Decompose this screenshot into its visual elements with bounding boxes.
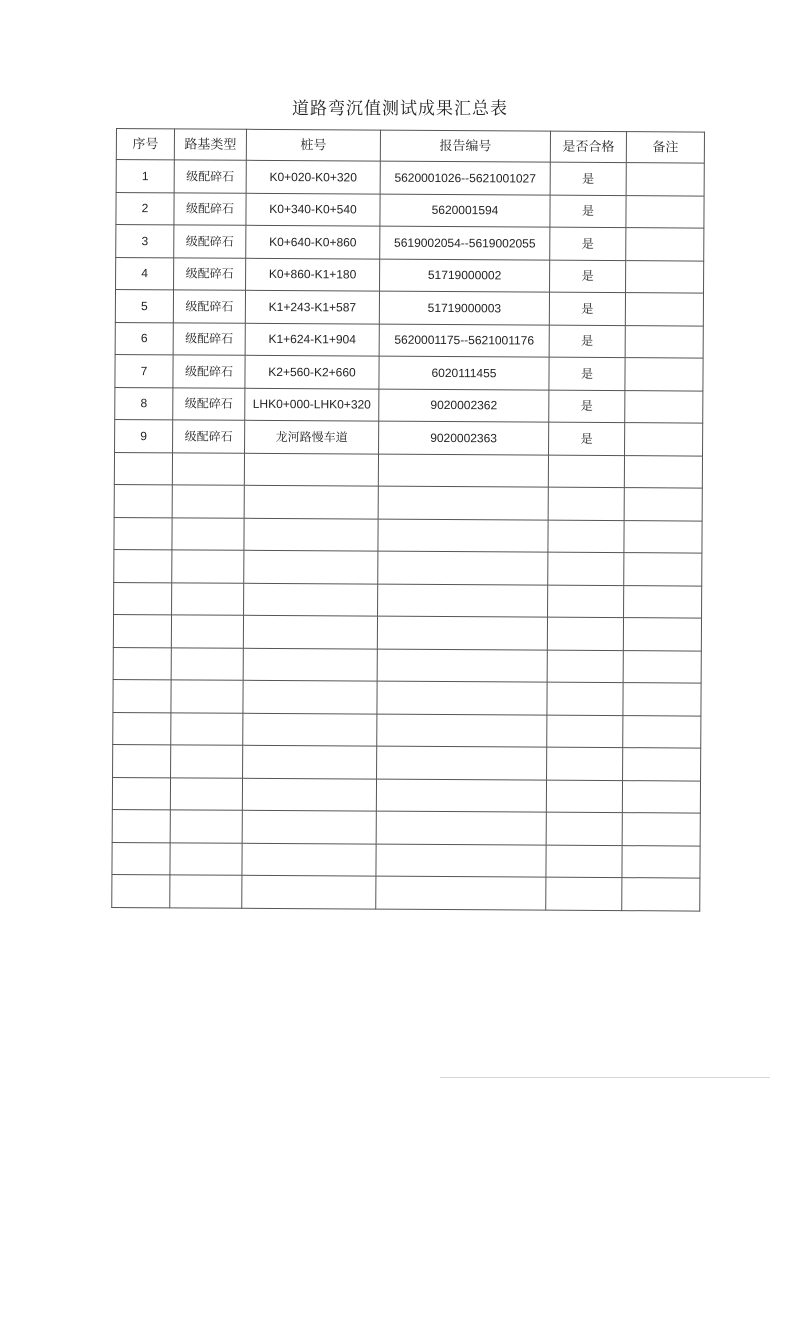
cell-remarks <box>622 878 700 911</box>
empty-table-row <box>113 647 701 683</box>
cell-report-number: 5620001594 <box>380 194 550 228</box>
cell-index: 5 <box>115 290 173 323</box>
cell-qualified <box>548 487 624 520</box>
cell-subgrade-type: 级配碎石 <box>173 420 245 453</box>
cell-index: 1 <box>116 160 174 193</box>
summary-sheet <box>111 128 704 911</box>
empty-table-row <box>112 842 700 878</box>
table-row <box>115 419 703 455</box>
header-qualified: 是否合格 <box>550 131 626 162</box>
cell-subgrade-type <box>172 582 244 615</box>
cell-subgrade-type <box>171 615 243 648</box>
empty-table-row <box>112 777 700 813</box>
cell-station <box>244 583 378 616</box>
cell-index <box>113 744 171 777</box>
cell-remarks <box>622 780 700 813</box>
empty-table-row <box>114 484 702 520</box>
cell-index: 3 <box>116 225 174 258</box>
cell-remarks <box>622 813 700 846</box>
header-report-number: 报告编号 <box>380 130 550 162</box>
cell-subgrade-type: 级配碎石 <box>173 355 245 388</box>
cell-index <box>112 874 170 907</box>
cell-station <box>242 843 376 876</box>
cell-qualified <box>547 650 623 683</box>
cell-station <box>243 680 377 713</box>
cell-subgrade-type: 级配碎石 <box>174 192 246 225</box>
cell-qualified: 是 <box>549 390 625 423</box>
cell-index <box>112 777 170 810</box>
cell-station <box>242 875 376 908</box>
cell-report-number: 9020002362 <box>379 389 549 423</box>
empty-table-row <box>112 874 700 910</box>
cell-qualified: 是 <box>549 292 625 325</box>
cell-remarks <box>626 260 704 293</box>
cell-report-number: 6020111455 <box>379 356 549 390</box>
cell-report-number <box>377 681 547 715</box>
cell-subgrade-type <box>170 842 242 875</box>
cell-qualified <box>547 715 623 748</box>
cell-report-number <box>377 746 547 780</box>
table-row <box>116 160 704 196</box>
cell-qualified: 是 <box>549 357 625 390</box>
cell-report-number <box>378 486 548 520</box>
cell-qualified <box>546 845 622 878</box>
cell-index: 4 <box>116 257 174 290</box>
cell-report-number <box>377 616 547 650</box>
cell-index: 7 <box>115 354 173 387</box>
cell-report-number <box>377 649 547 683</box>
table-row <box>115 290 703 326</box>
cell-report-number <box>378 519 548 553</box>
cell-station <box>243 615 377 648</box>
cell-remarks <box>625 293 703 326</box>
cell-index: 9 <box>115 419 173 452</box>
cell-index <box>113 614 171 647</box>
cell-remarks <box>625 423 703 456</box>
cell-qualified <box>546 780 622 813</box>
cell-report-number <box>376 779 546 813</box>
table-row <box>116 257 704 293</box>
cell-index: 2 <box>116 192 174 225</box>
table-row <box>116 192 704 228</box>
cell-index <box>114 452 172 485</box>
empty-table-row <box>114 517 702 553</box>
cell-station: K1+624-K1+904 <box>245 323 379 356</box>
cell-qualified: 是 <box>549 422 625 455</box>
cell-index: 6 <box>115 322 173 355</box>
cell-qualified <box>548 455 624 488</box>
cell-index <box>114 517 172 550</box>
cell-report-number: 51719000003 <box>379 291 549 325</box>
cell-index <box>113 712 171 745</box>
cell-qualified: 是 <box>550 162 626 195</box>
cell-report-number: 5620001175--5621001176 <box>379 324 549 358</box>
empty-table-row <box>113 679 701 715</box>
table-row <box>115 354 703 390</box>
cell-remarks <box>623 618 701 651</box>
cell-remarks <box>624 585 702 618</box>
cell-subgrade-type <box>172 452 244 485</box>
cell-station <box>244 550 378 583</box>
cell-subgrade-type: 级配碎石 <box>174 257 246 290</box>
cell-qualified: 是 <box>549 325 625 358</box>
table-row <box>115 322 703 358</box>
cell-station: K0+020-K0+320 <box>246 160 380 193</box>
cell-subgrade-type <box>172 485 244 518</box>
cell-remarks <box>623 650 701 683</box>
cell-report-number <box>378 551 548 585</box>
cell-report-number: 9020002363 <box>379 421 549 455</box>
scan-artifact-line <box>440 1077 770 1078</box>
cell-remarks <box>624 488 702 521</box>
cell-station: LHK0+000-LHK0+320 <box>245 388 379 421</box>
cell-station: K0+860-K1+180 <box>246 258 380 291</box>
cell-qualified <box>548 552 624 585</box>
cell-subgrade-type <box>170 810 242 843</box>
cell-station <box>243 713 377 746</box>
cell-station: K2+560-K2+660 <box>245 355 379 388</box>
header-station: 桩号 <box>246 129 380 161</box>
cell-remarks <box>623 683 701 716</box>
cell-subgrade-type <box>172 517 244 550</box>
empty-table-row <box>113 744 701 780</box>
cell-remarks <box>622 845 700 878</box>
cell-report-number <box>376 844 546 878</box>
cell-subgrade-type <box>170 777 242 810</box>
cell-qualified <box>547 682 623 715</box>
empty-table-row <box>114 549 702 585</box>
cell-subgrade-type <box>171 712 243 745</box>
empty-table-row <box>113 712 701 748</box>
cell-remarks <box>626 195 704 228</box>
cell-qualified <box>546 877 622 910</box>
cell-station <box>244 518 378 551</box>
empty-table-row <box>113 614 701 650</box>
table-header-row <box>116 129 704 164</box>
cell-subgrade-type <box>171 680 243 713</box>
empty-table-row <box>112 809 700 845</box>
cell-station <box>243 745 377 778</box>
cell-qualified <box>547 747 623 780</box>
cell-index <box>112 842 170 875</box>
cell-remarks <box>623 748 701 781</box>
cell-station <box>242 778 376 811</box>
cell-subgrade-type <box>172 550 244 583</box>
cell-qualified <box>548 585 624 618</box>
cell-remarks <box>623 715 701 748</box>
cell-remarks <box>624 520 702 553</box>
cell-station <box>242 810 376 843</box>
empty-table-row <box>114 452 702 488</box>
header-subgrade-type: 路基类型 <box>174 129 246 160</box>
cell-subgrade-type: 级配碎石 <box>174 160 246 193</box>
cell-report-number <box>378 454 548 488</box>
cell-subgrade-type <box>171 647 243 680</box>
cell-report-number: 51719000002 <box>380 259 550 293</box>
cell-index: 8 <box>115 387 173 420</box>
cell-station <box>244 485 378 518</box>
cell-remarks <box>625 390 703 423</box>
cell-qualified <box>546 812 622 845</box>
cell-station: K1+243-K1+587 <box>245 290 379 323</box>
cell-subgrade-type: 级配碎石 <box>174 225 246 258</box>
cell-station: 龙河路慢车道 <box>245 420 379 453</box>
cell-station <box>244 453 378 486</box>
cell-report-number: 5619002054--5619002055 <box>380 226 550 260</box>
cell-qualified <box>547 617 623 650</box>
cell-remarks <box>624 455 702 488</box>
cell-qualified <box>548 520 624 553</box>
cell-subgrade-type: 级配碎石 <box>173 290 245 323</box>
cell-remarks <box>625 358 703 391</box>
scan-artifact-dot <box>667 487 669 488</box>
cell-index <box>114 582 172 615</box>
cell-remarks <box>626 228 704 261</box>
cell-remarks <box>624 553 702 586</box>
summary-table <box>111 128 705 911</box>
header-index: 序号 <box>116 129 174 160</box>
cell-subgrade-type: 级配碎石 <box>173 387 245 420</box>
cell-subgrade-type: 级配碎石 <box>173 322 245 355</box>
cell-station <box>243 648 377 681</box>
cell-subgrade-type <box>171 745 243 778</box>
empty-table-row <box>114 582 702 618</box>
cell-station: K0+340-K0+540 <box>246 193 380 226</box>
cell-report-number <box>376 811 546 845</box>
cell-report-number <box>377 714 547 748</box>
cell-remarks <box>626 163 704 196</box>
table-body <box>112 160 705 911</box>
cell-index <box>113 647 171 680</box>
cell-remarks <box>625 325 703 358</box>
cell-station: K0+640-K0+860 <box>246 225 380 258</box>
cell-report-number <box>378 584 548 618</box>
header-remarks: 备注 <box>626 132 704 163</box>
cell-index <box>114 549 172 582</box>
page-title: 道路弯沉值测试成果汇总表 <box>292 99 508 119</box>
cell-report-number <box>376 876 546 910</box>
cell-index <box>112 809 170 842</box>
cell-index <box>113 679 171 712</box>
table-row <box>115 387 703 423</box>
cell-report-number: 5620001026--5621001027 <box>380 161 550 195</box>
cell-qualified: 是 <box>550 195 626 228</box>
cell-index <box>114 484 172 517</box>
cell-qualified: 是 <box>550 227 626 260</box>
cell-subgrade-type <box>170 875 242 908</box>
table-row <box>116 225 704 261</box>
cell-qualified: 是 <box>550 260 626 293</box>
